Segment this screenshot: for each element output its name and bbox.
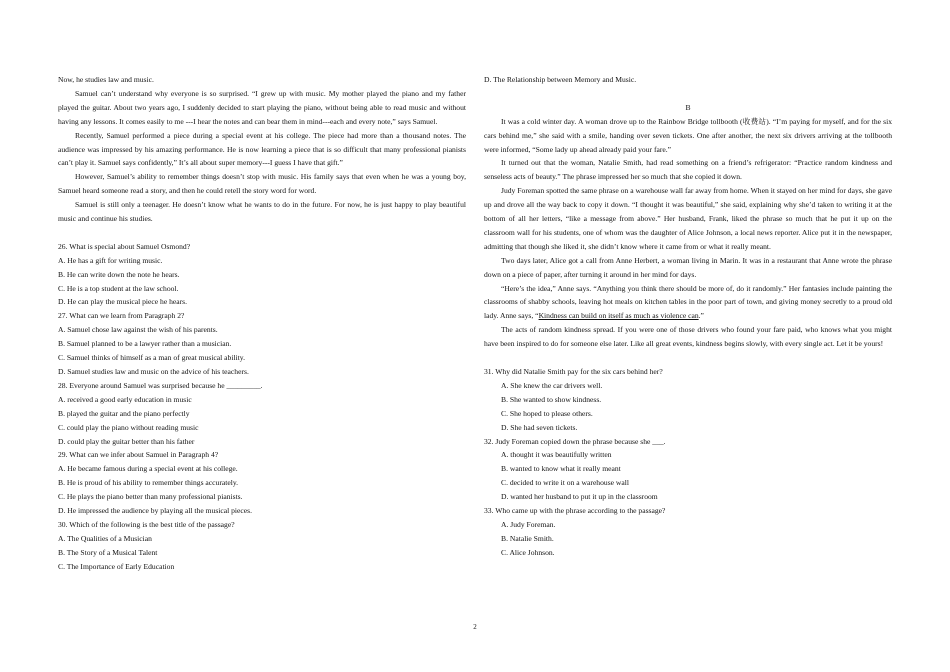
passage-paragraph: Judy Foreman spotted the same phrase on a warehouse wall far away from home. When it stayed on her mind for days, she gave up and drove all the way back to copy it down. “I thought it was beautiful,” she said, explaining why she’d taken to writing it at the bottom of all her letters, “like a message from above.” Her husband, Frank, liked the phrase so much that he put it up on the classroom wall for his students, one of whom was the daughter of Alice Johnson, a local news reporter. Alice put it in the newspaper, admitting that though she liked it, she didn’t know where it came from or what it really meant. [484, 186, 892, 251]
intro-line: Now, he studies law and music. [58, 75, 154, 84]
answer-option: C. He is a top student at the law school. [58, 283, 179, 293]
answer-option: B. The Story of a Musical Talent [58, 547, 158, 557]
passage-paragraph: Recently, Samuel performed a piece during a special event at his college. The piece had more than a thousand notes. The audience was impressed by his amazing performance. He is now learning a piece that is so difficult that many professional pianists can’t play it. Samuel says confidently,” It’s all about super memory---I guess I have that gift.” [58, 130, 466, 168]
passage-paragraph: Two days later, Alice got a call from Anne Herbert, a woman living in Marin. It was in a restaurant that Anne wrote the phrase down on a piece of paper, after turning it around in her mind for days. [484, 255, 892, 279]
answer-option: D. He impressed the audience by playing all the musical pieces. [58, 506, 253, 516]
passage-paragraph: However, Samuel’s ability to remember things doesn’t stop with music. His family says that even when he was a young boy, Samuel heard someone read a story, and then he could retell the story word for word. [58, 172, 466, 196]
answer-option: A. She knew the car drivers well. [501, 380, 603, 390]
question-stem: 27. What can we learn from Paragraph 2? [58, 311, 185, 321]
answer-option: B. wanted to know what it really meant [501, 464, 621, 474]
answer-option: B. Natalie Smith. [501, 533, 554, 543]
question-stem: 33. Who came up with the phrase according to the passage? [484, 506, 666, 516]
question-stem: 30. Which of the following is the best title of the passage? [58, 519, 235, 529]
passage-paragraph: It was a cold winter day. A woman drove up to the Rainbow Bridge tollbooth (收费站). “I’m paying for myself, and for the six cars behind me,” she said with a smile, handing over seven tickets. One after another, the next six drivers arriving at the tollbooth were informed, “Some lady up ahead already paid your fare.” [484, 116, 892, 154]
answer-option: D. wanted her husband to put it up in the classroom [501, 492, 658, 502]
answer-option: D. Samuel studies law and music on the advice of his teachers. [58, 367, 249, 377]
underlined-phrase: Kindness can build on itself as much as violence can [538, 311, 699, 321]
question-stem: 26. What is special about Samuel Osmond? [58, 241, 191, 251]
answer-option: C. The Importance of Early Education [58, 561, 175, 571]
paragraph-text: “Here’s the idea,” Anne says. “Anything you think there should be more of, do it randomly.” Her fantasies include painting the classrooms of shabby schools, leaving hot meals on kitchen tables in the poor part of town, and giving money secretly to a proud old lady. Anne says, “ [484, 283, 892, 321]
answer-option: B. He can write down the note he hears. [58, 269, 180, 279]
answer-option: A. thought it was beautifully written [501, 450, 612, 460]
answer-option: A. Judy Foreman. [501, 519, 556, 529]
left-column [58, 73, 466, 574]
question-stem: 31. Why did Natalie Smith pay for the six cars behind her? [484, 367, 663, 376]
answer-option: B. played the guitar and the piano perfectly [58, 408, 190, 418]
answer-option: C. decided to write it on a warehouse wall [501, 478, 629, 488]
answer-option: B. Samuel planned to be a lawyer rather than a musician. [58, 339, 232, 349]
question-stem: 28. Everyone around Samuel was surprised because he _________. [58, 380, 263, 390]
answer-option: A. The Qualities of a Musician [58, 533, 152, 543]
answer-option: A. received a good early education in music [58, 394, 192, 404]
section-heading: B [685, 102, 691, 112]
answer-option: B. He is proud of his ability to remember things accurately. [58, 478, 239, 488]
answer-option: C. He plays the piano better than many professional pianists. [58, 492, 243, 502]
paragraph-text: .” [698, 311, 704, 321]
passage-paragraph: It turned out that the woman, Natalie Smith, had read something on a friend’s refrigerator: “Practice random kindness and senseless acts of beauty.” The phrase impressed her so much that she copied it down. [484, 158, 892, 182]
answer-option: C. Samuel thinks of himself as a man of great musical ability. [58, 353, 245, 363]
answer-option: D. She had seven tickets. [501, 422, 578, 432]
answer-option: A. He became famous during a special event at his college. [58, 464, 238, 474]
page-number: 2 [473, 623, 477, 631]
passage-paragraph: Samuel is still only a teenager. He doesn’t know what he wants to do in the future. For now, he is just happy to play beautiful music and continue his studies. [58, 200, 466, 224]
passage-paragraph: The acts of random kindness spread. If you were one of those drivers who found your fare paid, who knows what you might have been inspired to do for someone else later. Like all great events, kindness begins slowly, with every single act. Let it be yours! [484, 325, 892, 349]
passage-paragraph [484, 282, 892, 324]
passage-paragraph: Samuel can’t understand why everyone is so surprised. “I grew up with music. My mother played the piano and my father played the guitar. About two years ago, I suddenly decided to start playing the piano, without being able to read music and without having any lessons. It comes easily to me ---I hear the notes and can bear them in mind---each and every note,” says Samuel. [58, 88, 466, 126]
answer-option: B. She wanted to show kindness. [501, 394, 602, 404]
answer-option: C. Alice Johnson. [501, 547, 555, 557]
answer-option: D. He can play the musical piece he hears. [58, 297, 188, 307]
answer-option: A. Samuel chose law against the wish of his parents. [58, 325, 218, 335]
answer-option: D. The Relationship between Memory and Music. [484, 75, 637, 84]
answer-option: C. She hoped to please others. [501, 408, 593, 418]
spacer [58, 226, 466, 240]
spacer [484, 351, 892, 365]
answer-option: C. could play the piano without reading music [58, 422, 199, 432]
spacer [484, 87, 892, 101]
answer-option: D. could play the guitar better than his father [58, 436, 195, 446]
question-stem: 29. What can we infer about Samuel in Paragraph 4? [58, 450, 219, 460]
question-stem: 32. Judy Foreman copied down the phrase because she ___. [484, 436, 666, 446]
answer-option: A. He has a gift for writing music. [58, 255, 163, 265]
right-column [484, 73, 892, 560]
